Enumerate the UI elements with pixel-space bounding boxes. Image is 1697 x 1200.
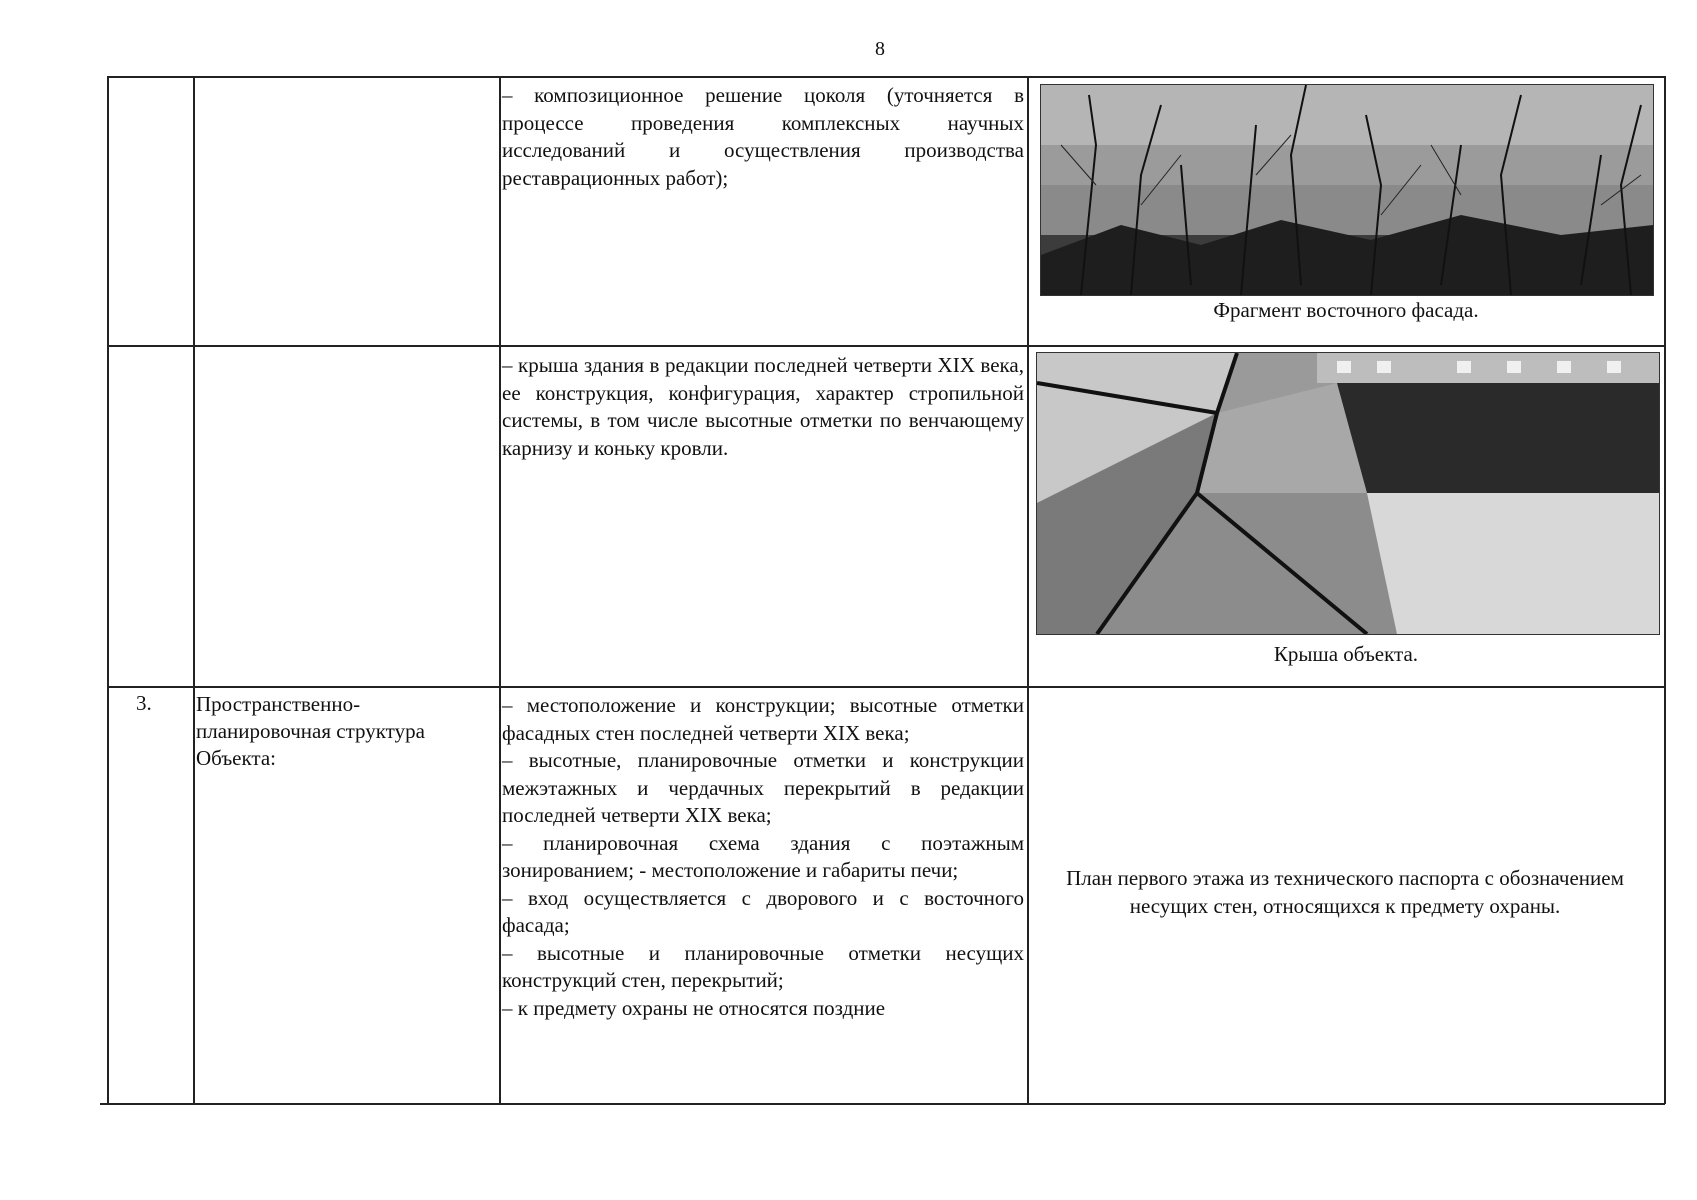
facade-photo <box>1040 84 1654 296</box>
roof-photo-icon <box>1037 353 1659 634</box>
requirement-item: – к предмету охраны не относятся поздние <box>502 995 886 1020</box>
roof-photo <box>1036 352 1660 635</box>
requirement-item: – планировочная схема здания с поэтажным зонированием; - местоположение и габариты печи; <box>502 830 1024 882</box>
requirement-item: – вход осуществляется с дворового и с восточного фасада; <box>502 885 1024 937</box>
requirements-cell-row-1 <box>502 82 1024 192</box>
requirement-item: – высотные и планировочные отметки несущих конструкций стен, перекрытий; <box>502 940 1024 992</box>
requirement-item: – высотные, планировочные отметки и конструкции межэтажных и чердачных перекрытий в редакции последней четверти XIX века; <box>502 748 1024 827</box>
roof-photo-caption: Крыша объекта. <box>1273 642 1419 666</box>
section-name: Пространственно-планировочная структура Объекта: <box>196 692 425 770</box>
requirement-item: – композиционное решение цоколя (уточняется в процессе проведения комплексных научных исследований и осуществления производства реставрационных работ); <box>502 83 1024 190</box>
requirement-item: – крыша здания в редакции последней четверти XIX века, ее конструкция, конфигурация, характер стропильной системы, в том числе высотные отметки по венчающему карнизу и коньку кровли. <box>502 353 1024 460</box>
floor-plan-caption: План первого этажа из технического паспорта с обозначением несущих стен, относящихся к предмету охраны. <box>1066 866 1624 918</box>
row-number: 3. <box>136 691 152 715</box>
requirement-item: – местоположение и конструкции; высотные отметки фасадных стен последней четверти XIX века; <box>502 693 1024 745</box>
facade-photo-icon <box>1041 85 1653 295</box>
requirements-cell-row-2 <box>502 352 1024 462</box>
requirements-cell-row-3 <box>502 692 1024 1022</box>
facade-photo-caption: Фрагмент восточного фасада. <box>1213 298 1479 322</box>
page-number: 8 <box>875 38 885 60</box>
